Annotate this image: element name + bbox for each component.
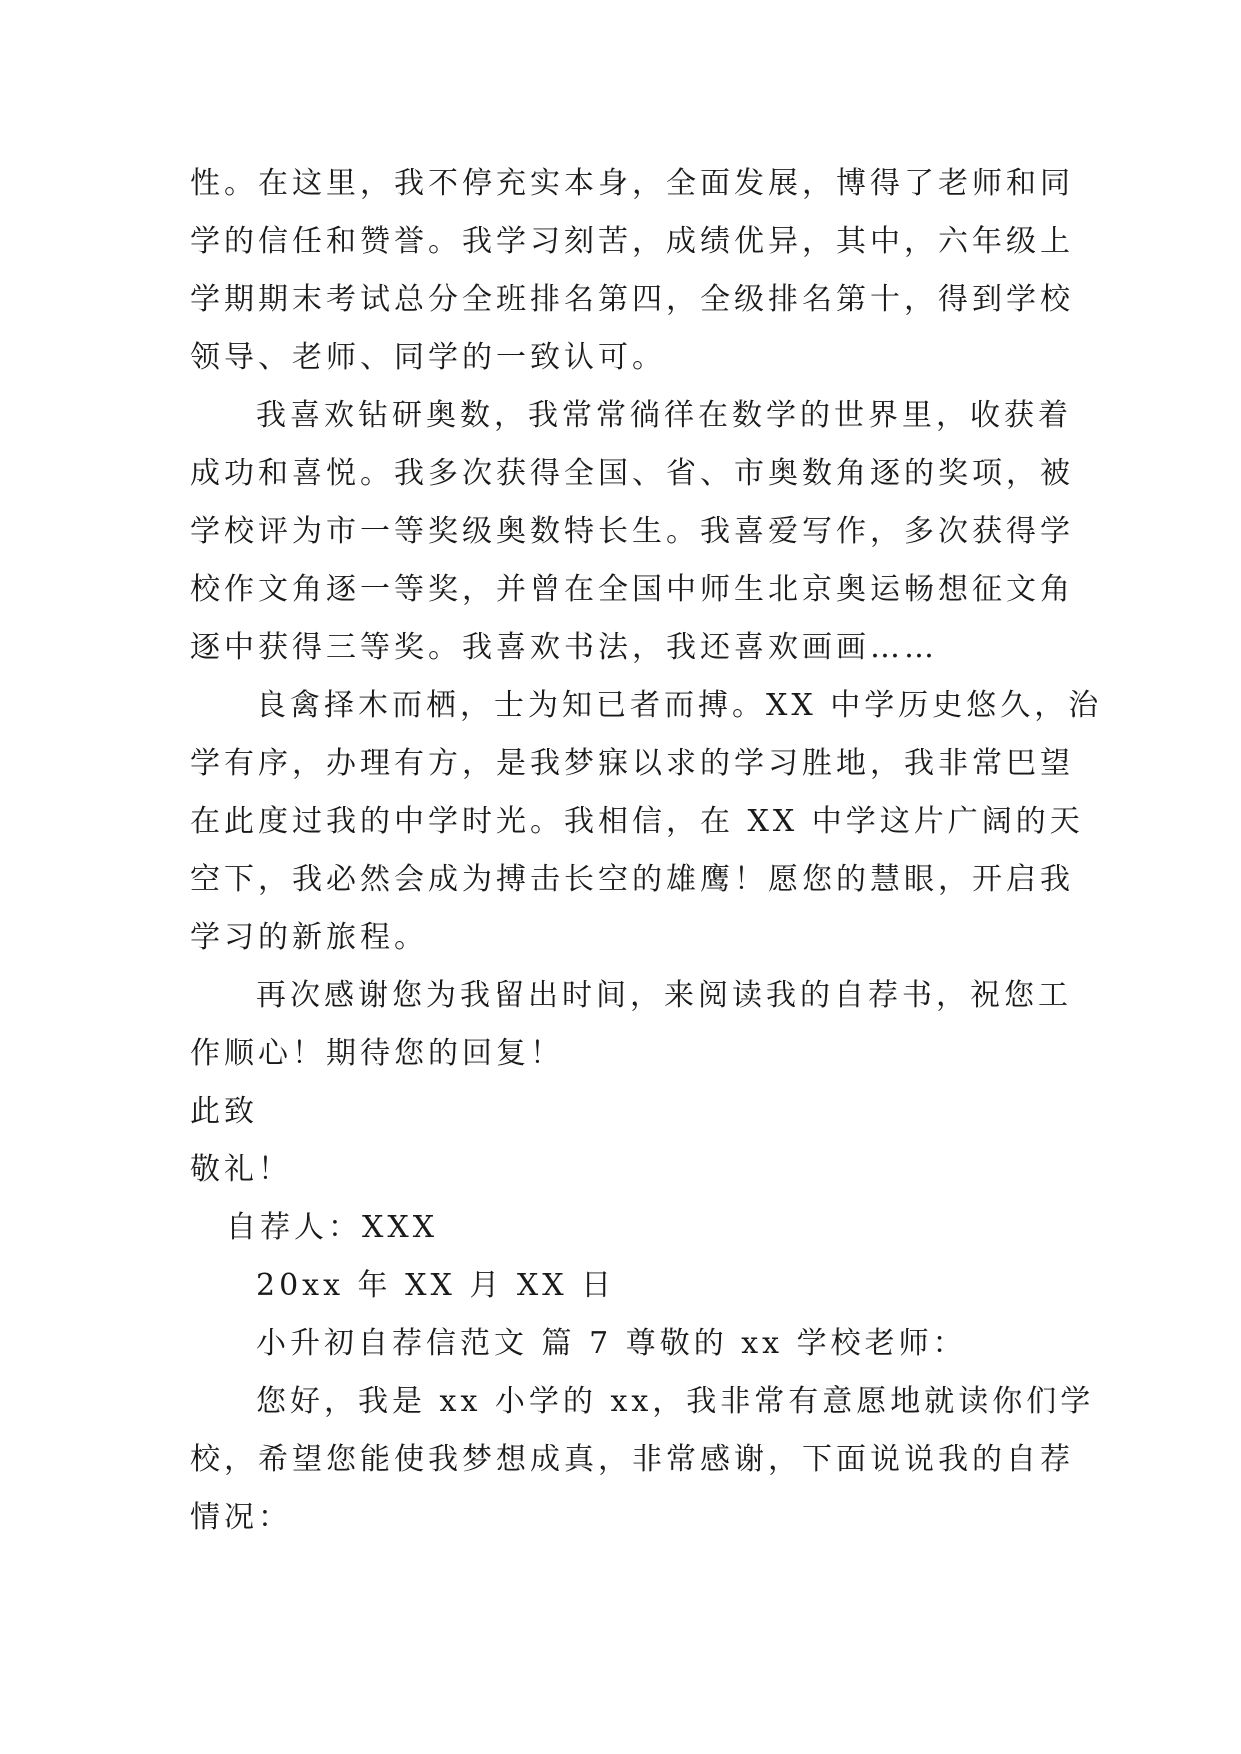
text-line: 学的信任和赞誉。我学习刻苦，成绩优异，其中，六年级上	[190, 224, 1074, 259]
text-line: 情况：	[190, 1500, 292, 1535]
text-line: 空下，我必然会成为搏击长空的雄鹰！愿您的慧眼，开启我	[190, 862, 1074, 897]
text-line: 学期期末考试总分全班排名第四，全级排名第十，得到学校	[190, 282, 1074, 317]
text-line: 在此度过我的中学时光。我相信，在 XX 中学这片广阔的天	[190, 804, 1084, 839]
text-line: 校作文角逐一等奖，并曾在全国中师生北京奥运畅想征文角	[190, 572, 1074, 607]
paragraph-start-line: 良禽择木而栖，士为知已者而搏。XX 中学历史悠久，治	[256, 688, 1103, 723]
text-line: 逐中获得三等奖。我喜欢书法，我还喜欢画画……	[190, 630, 938, 665]
closing-regards: 敬礼！	[190, 1152, 292, 1187]
signature: 自荐人：XXX	[226, 1210, 439, 1245]
text-line: 学有序，办理有方，是我梦寐以求的学习胜地，我非常巴望	[190, 746, 1074, 781]
text-line: 领导、老师、同学的一致认可。	[190, 340, 666, 375]
text-line: 学校评为市一等奖级奥数特长生。我喜爱写作，多次获得学	[190, 514, 1074, 549]
section-heading: 小升初自荐信范文 篇 7 尊敬的 xx 学校老师：	[256, 1326, 967, 1361]
paragraph-start-line: 再次感谢您为我留出时间，来阅读我的自荐书，祝您工	[256, 978, 1072, 1013]
text-line: 作顺心！期待您的回复！	[190, 1036, 564, 1071]
paragraph-start-line: 您好，我是 xx 小学的 xx，我非常有意愿地就读你们学	[256, 1384, 1095, 1419]
text-line: 校，希望您能使我梦想成真，非常感谢，下面说说我的自荐	[190, 1442, 1074, 1477]
closing-salutation: 此致	[190, 1094, 258, 1129]
text-line: 性。在这里，我不停充实本身，全面发展，博得了老师和同	[190, 166, 1074, 201]
date-line: 20xx 年 XX 月 XX 日	[256, 1268, 616, 1303]
paragraph-start-line: 我喜欢钻研奥数，我常常徜徉在数学的世界里，收获着	[256, 398, 1072, 433]
text-line: 学习的新旅程。	[190, 920, 428, 955]
text-line: 成功和喜悦。我多次获得全国、省、市奥数角逐的奖项，被	[190, 456, 1074, 491]
